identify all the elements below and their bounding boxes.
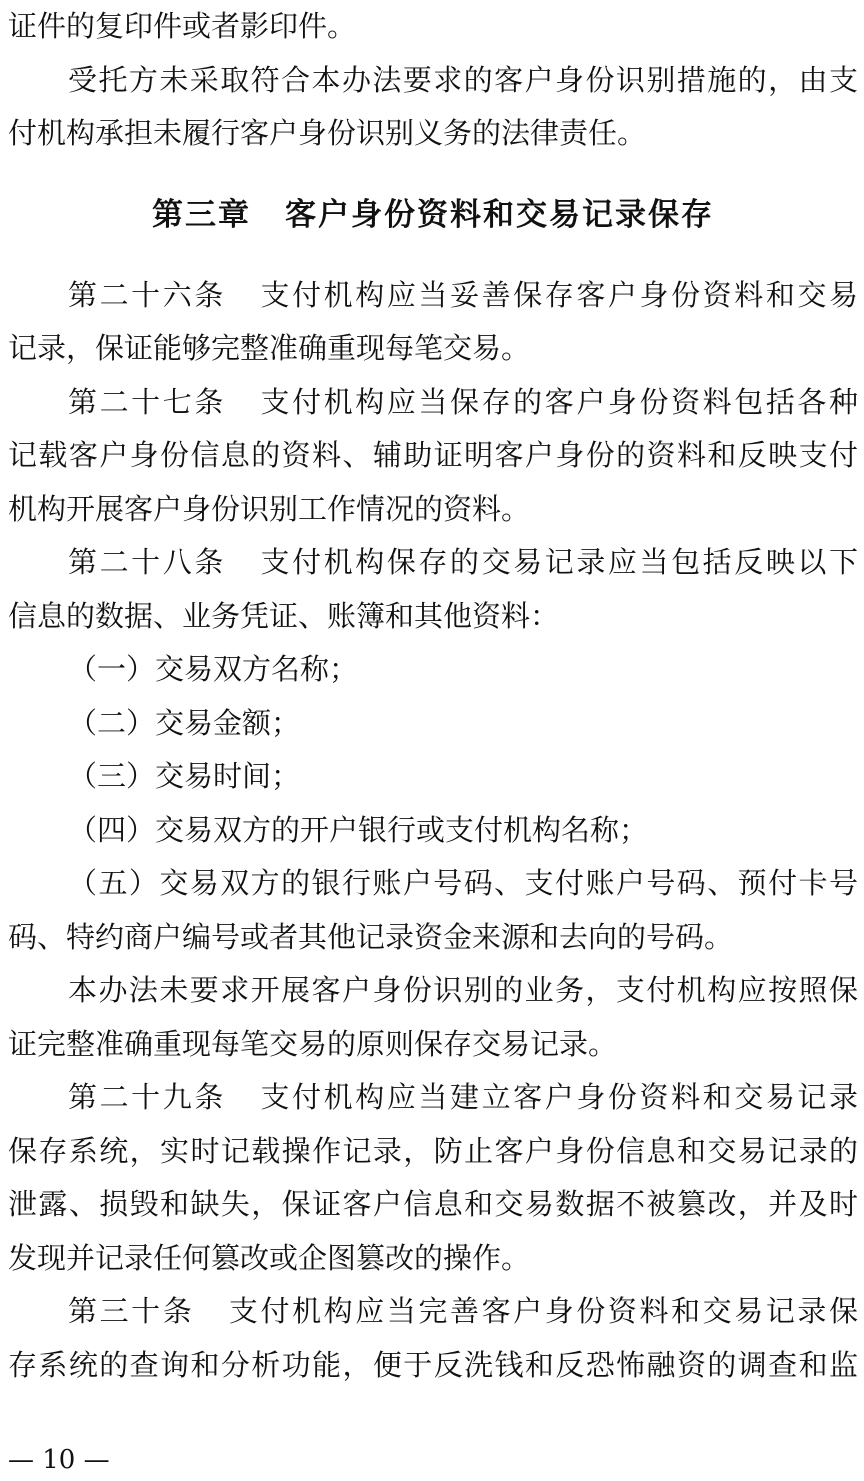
article-text: 支付机构应当完善客户身份资料和交易记录保 <box>226 1294 858 1328</box>
text-line: 证完整准确重现每笔交易的原则保存交易记录。 <box>8 1026 618 1061</box>
article-text: 支付机构保存的交易记录应当包括反映以下 <box>257 545 858 579</box>
text-line: 机构开展客户身份识别工作情况的资料。 <box>8 491 531 526</box>
text-line: 记载客户身份信息的资料、辅助证明客户身份的资料和反映支付 <box>8 438 858 472</box>
text-line: 证件的复印件或者影印件。 <box>8 9 357 43</box>
article-30-first-line <box>8 1285 858 1339</box>
text-line: 付机构承担未履行客户身份识别义务的法律责任。 <box>8 116 647 150</box>
article-number: 第二十七条 <box>68 384 226 419</box>
text-line: 记录，保证能够完整准确重现每笔交易。 <box>8 331 531 365</box>
list-item: （一）交易双方名称； <box>68 652 359 686</box>
chapter-number: 第三章 <box>152 196 251 233</box>
article-number: 第三十条 <box>68 1294 195 1328</box>
list-item: （五）交易双方的银行账户号码、支付账户号码、预付卡号 <box>68 866 858 900</box>
page-number: — 10 — <box>8 1445 110 1475</box>
article-29-first-line <box>8 1071 858 1125</box>
text-line: 本办法未要求开展客户身份识别的业务，支付机构应按照保 <box>68 973 858 1007</box>
chapter-heading <box>8 161 858 269</box>
article-number: 第二十六条 <box>68 277 226 312</box>
article-28-first-line <box>8 536 858 590</box>
text-line: 存系统的查询和分析功能，便于反洗钱和反恐怖融资的调查和监 <box>8 1347 858 1382</box>
text-line: 码、特约商户编号或者其他记录资金来源和去向的号码。 <box>8 919 734 954</box>
text-line: 信息的数据、业务凭证、账簿和其他资料： <box>8 598 560 633</box>
chapter-title: 客户身份资料和交易记录保存 <box>285 196 714 233</box>
article-27-first-line <box>8 376 858 430</box>
text-line: 保存系统，实时记载操作记录，防止客户身份信息和交易记录的 <box>8 1133 858 1168</box>
article-text: 支付机构应当妥善保存客户身份资料和交易 <box>257 277 858 312</box>
text-line: 发现并记录任何篡改或企图篡改的操作。 <box>8 1240 531 1275</box>
text-line: 受托方未采取符合本办法要求的客户身份识别措施的，由支 <box>68 62 858 97</box>
text-line: 泄露、损毁和缺失，保证客户信息和交易数据不被篡改，并及时 <box>8 1187 858 1221</box>
list-item: （二）交易金额； <box>68 705 301 740</box>
article-number: 第二十八条 <box>68 545 226 579</box>
article-text: 支付机构应当保存的客户身份资料包括各种 <box>257 384 858 419</box>
article-26-first-line <box>8 269 858 323</box>
article-text: 支付机构应当建立客户身份资料和交易记录 <box>257 1080 858 1114</box>
article-number: 第二十九条 <box>68 1080 226 1114</box>
list-item: （三）交易时间； <box>68 759 301 793</box>
list-item: （四）交易双方的开户银行或支付机构名称； <box>68 812 649 847</box>
document-body <box>8 0 858 1392</box>
